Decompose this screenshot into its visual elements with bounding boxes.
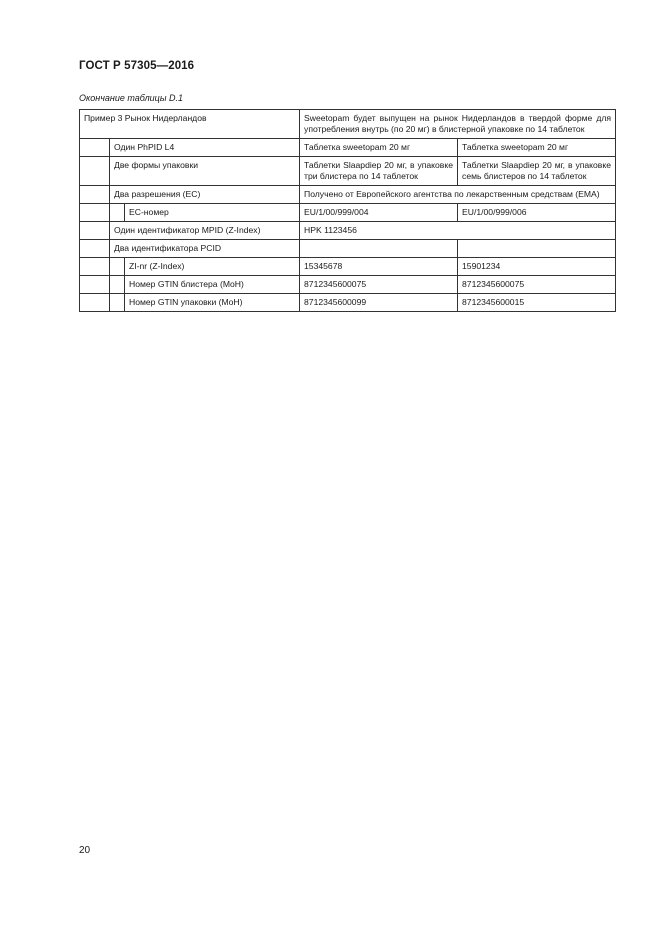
row-label: Две формы упаковки bbox=[110, 157, 300, 186]
table-row bbox=[80, 258, 616, 276]
cell-value: Таблетка sweetopam 20 мг bbox=[300, 139, 458, 157]
indent-cell bbox=[80, 240, 110, 258]
table-row bbox=[80, 276, 616, 294]
cell-value: 8712345600099 bbox=[300, 294, 458, 312]
indent-cell bbox=[80, 139, 110, 157]
indent-cell bbox=[80, 258, 110, 276]
cell-value: HPK 1123456 bbox=[300, 222, 616, 240]
table-row bbox=[80, 294, 616, 312]
table-title-row bbox=[80, 110, 616, 139]
table-row bbox=[80, 204, 616, 222]
row-label: ZI-nr (Z-Index) bbox=[125, 258, 300, 276]
table-row bbox=[80, 222, 616, 240]
indent-cell bbox=[110, 258, 125, 276]
example-description: Sweetopam будет выпущен на рынок Нидерландов в твердой форме для употребления внутрь (по 20 мг) в блистерной упаковке по 14 таблеток bbox=[300, 110, 616, 139]
cell-value: 8712345600015 bbox=[458, 294, 616, 312]
indent-cell bbox=[80, 186, 110, 204]
specification-table bbox=[79, 109, 616, 312]
cell-value: Получено от Европейского агентства по лекарственным средствам (ЕМА) bbox=[300, 186, 616, 204]
table-row bbox=[80, 240, 616, 258]
table-caption: Окончание таблицы D.1 bbox=[79, 93, 183, 103]
document-header: ГОСТ Р 57305—2016 bbox=[79, 60, 195, 72]
example-title: Пример 3 Рынок Нидерландов bbox=[80, 110, 300, 139]
cell-value: Таблетка sweetopam 20 мг bbox=[458, 139, 616, 157]
indent-cell bbox=[110, 276, 125, 294]
indent-cell bbox=[110, 294, 125, 312]
page-number: 20 bbox=[79, 845, 91, 856]
indent-cell bbox=[80, 222, 110, 240]
cell-value: 8712345600075 bbox=[458, 276, 616, 294]
row-label: ЕС-номер bbox=[125, 204, 300, 222]
cell-value: 8712345600075 bbox=[300, 276, 458, 294]
row-label: Номер GTIN упаковки (MoH) bbox=[125, 294, 300, 312]
cell-value: EU/1/00/999/004 bbox=[300, 204, 458, 222]
cell-value: 15345678 bbox=[300, 258, 458, 276]
indent-cell bbox=[80, 204, 110, 222]
indent-cell bbox=[110, 204, 125, 222]
indent-cell bbox=[80, 294, 110, 312]
row-label: Два разрешения (ЕС) bbox=[110, 186, 300, 204]
table-row bbox=[80, 139, 616, 157]
cell-value: EU/1/00/999/006 bbox=[458, 204, 616, 222]
table-row bbox=[80, 157, 616, 186]
cell-value: 15901234 bbox=[458, 258, 616, 276]
table-row bbox=[80, 186, 616, 204]
indent-cell bbox=[80, 157, 110, 186]
cell-value: Таблетки Slaapdiep 20 мг, в упаковке три блистера по 14 таблеток bbox=[300, 157, 458, 186]
indent-cell bbox=[80, 276, 110, 294]
cell-value: Таблетки Slaapdiep 20 мг, в упаковке семь блистеров по 14 таблеток bbox=[458, 157, 616, 186]
cell-value bbox=[458, 240, 616, 258]
row-label: Номер GTIN блистера (MoH) bbox=[125, 276, 300, 294]
row-label: Один идентификатор MPID (Z-Index) bbox=[110, 222, 300, 240]
cell-value bbox=[300, 240, 458, 258]
row-label: Один PhPID L4 bbox=[110, 139, 300, 157]
row-label: Два идентификатора PCID bbox=[110, 240, 300, 258]
